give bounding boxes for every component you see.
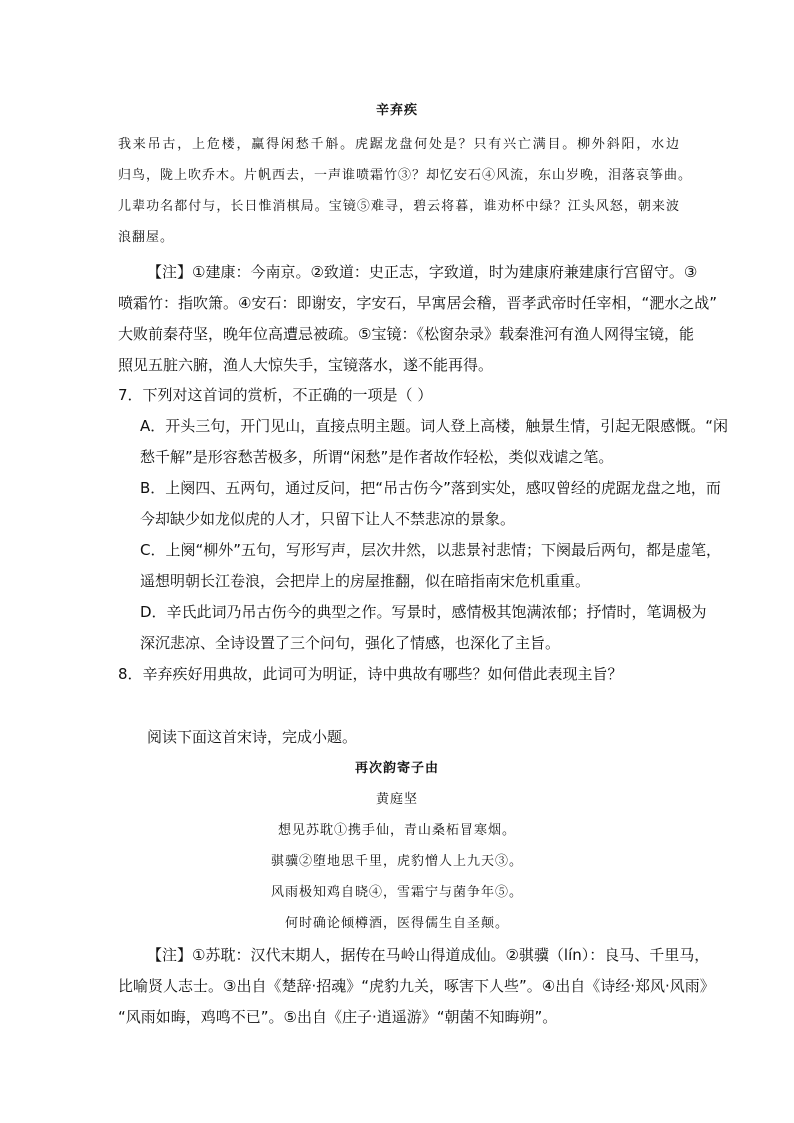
option-c-line-2: 遥想明朝长江卷浪，会把岸上的房屋推翻，似在暗指南宋危机重重。: [140, 572, 591, 590]
option-a-line-2: 愁千解”是形容愁苦极多，所谓“闲愁”是作者故作轻松，类似戏谑之笔。: [140, 448, 614, 466]
poem2-title: 再次韵寄子由: [354, 761, 439, 776]
poem2-intro: 阅读下面这首宋诗，完成小题。: [147, 728, 358, 746]
poem1-line-4: 浪翻屋。: [118, 230, 175, 245]
option-b-line-2: 今却缺少如龙似虎的人才，只留下让人不禁悲凉的景象。: [140, 510, 516, 528]
option-c-line-1: C．上阕“柳外”五句，写形写声，层次井然，以悲景衬悲情；下阕最后两句，都是虚笔，: [140, 541, 722, 559]
poem2-line-3: 风雨极知鸡自晓④，雪霜宁与菌争年⑤。: [270, 885, 523, 900]
poem2-line-4: 何时确论倾樽酒，医得儒生自圣颠。: [284, 916, 509, 931]
poem1-line-2: 归鸟，陇上吹乔木。片帆西去，一声谁喷霜竹③？却忆安石④风流，东山岁晚，泪落哀筝曲。: [118, 168, 693, 183]
poem1-note-4: 照见五脏六腑，渔人大惊失手，宝镜落水，遂不能再得。: [118, 356, 494, 374]
option-d-line-2: 深沉悲凉、全诗设置了三个问句，强化了情感，也深化了主旨。: [140, 634, 561, 652]
poem1-line-3: 儿辈功名都付与，长日惟消棋局。宝镜⑤难寻，碧云将暮，谁劝杯中绿？江头风怒，朝来波: [118, 199, 680, 214]
option-d-line-1: D．辛氏此词乃吊古伤今的典型之作。写景时，感情极其饱满浓郁；抒情时，笔调极为: [140, 603, 707, 621]
option-b-line-1: B．上阕四、五两句，通过反问，把“吊古伤今”落到实处，感叹曾经的虎踞龙盘之地，而: [140, 479, 721, 497]
poem1-note-3: 大败前秦苻坚，晚年位高遭忌被疏。⑤宝镜：《松窗杂录》载秦淮河有渔人网得宝镜，能: [118, 325, 694, 343]
question-8-stem: 8．辛弃疾好用典故，此词可为明证，诗中典故有哪些？如何借此表现主旨？: [118, 665, 623, 683]
poem2-note-2: 比喻贤人志士。③出自《楚辞·招魂》“虎豹九关，啄害下人些”。④出自《诗经·郑风·风雨》: [118, 977, 715, 995]
poem1-note-1: 【注】①建康：今南京。②致道：史正志，字致道，时为建康府兼建康行宫留守。③: [147, 263, 698, 281]
poem2-note-1: 【注】①苏耽：汉代末期人，据传在马岭山得道成仙。②骐骥（lín）：良马、千里马，: [147, 946, 710, 964]
poem1-note-2: 喷霜竹：指吹箫。④安石：即谢安，字安石，早寓居会稽，晋孝武帝时任宰相，“淝水之战”: [118, 294, 717, 312]
poem1-line-1: 我来吊古，上危楼，赢得闲愁千斛。虎踞龙盘何处是？只有兴亡满目。柳外斜阳，水边: [118, 137, 680, 152]
poem2-line-1: 想见苏耽①携手仙，青山桑柘冒寒烟。: [277, 823, 516, 838]
question-7-stem: 7．下列对这首词的赏析，不正确的一项是（ ）: [118, 386, 433, 404]
poem2-author: 黄庭坚: [375, 792, 418, 807]
poem2-note-3: “风雨如晦，鸡鸣不已”。⑤出自《庄子·逍遥游》“朝菌不知晦朔”。: [118, 1008, 558, 1026]
option-a-line-1: A．开头三句，开门见山，直接点明主题。词人登上高楼，触景生情，引起无限感慨。“闲: [140, 417, 729, 435]
poem2-line-2: 骐骥②堕地思千里，虎豹憎人上九天③。: [270, 854, 523, 869]
poem1-author: 辛弃疾: [375, 103, 418, 118]
